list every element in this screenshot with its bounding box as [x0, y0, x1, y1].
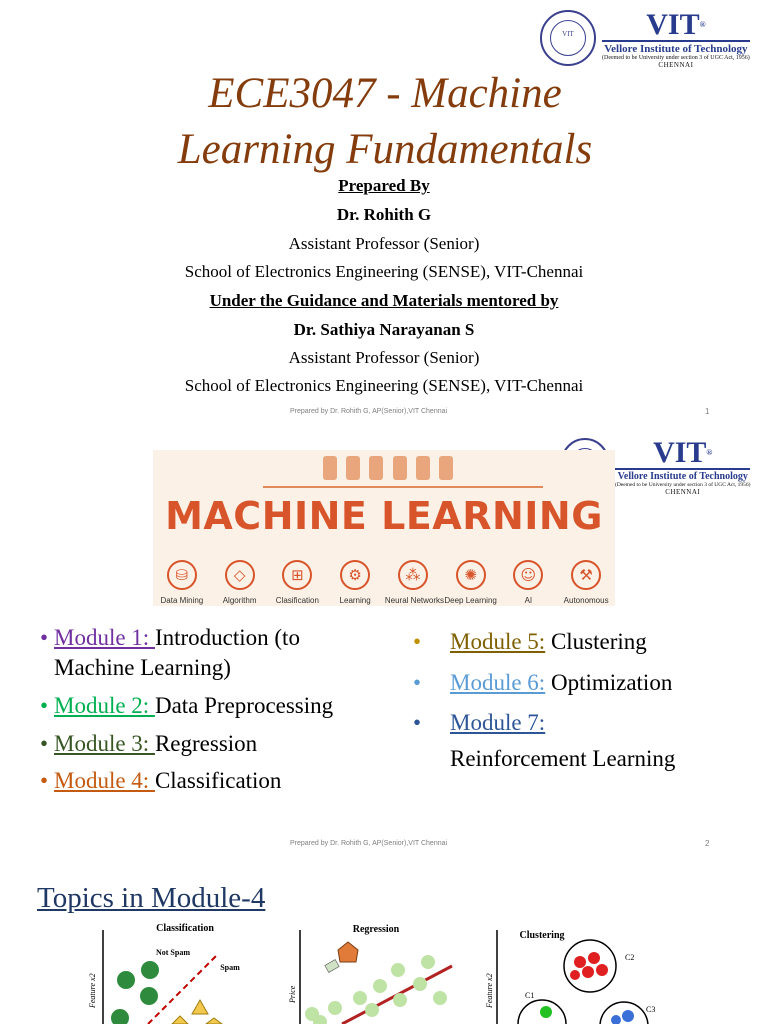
- registered-mark: ®: [706, 448, 713, 457]
- banner-rule: [263, 486, 543, 488]
- registered-mark: ®: [699, 20, 706, 29]
- cluster-point: [540, 1006, 552, 1018]
- robot-head-icon: ☺: [513, 560, 543, 590]
- head-gear-icon: ⚙: [340, 560, 370, 590]
- module-label: Module 4:: [54, 768, 155, 793]
- vit-logo: [540, 10, 750, 69]
- module-label: Module 5:: [450, 629, 546, 654]
- mail-icon: [111, 1009, 129, 1024]
- vit-subtitle: (Deemed to be University under section 3 of UGC Act, 1956): [602, 55, 750, 61]
- banner-item-ai: ☺ AI: [500, 560, 556, 605]
- page-number: 1: [705, 407, 710, 416]
- banner-item-deep-learning: ✺ Deep Learning: [443, 560, 499, 605]
- clustering-title: Clustering: [519, 930, 565, 941]
- hierarchy-icon: ⊞: [282, 560, 312, 590]
- mentor-name: Dr. Sathiya Narayanan S: [293, 320, 475, 339]
- cluster-point: [611, 1015, 621, 1024]
- banner-item-neural-networks: ⁂ Neural Networks: [385, 560, 441, 605]
- cluster-point: [596, 964, 608, 976]
- slide-3: [0, 858, 768, 1024]
- network-icon: ⁂: [398, 560, 428, 590]
- bullet: •: [413, 629, 422, 654]
- course-title-line-1: ECE3047 - Machine: [208, 70, 562, 117]
- module-3: [40, 730, 257, 758]
- module-text: Data Preprocessing: [154, 693, 334, 718]
- mentor-role: Assistant Professor (Senior): [288, 348, 480, 367]
- spam-warning-icon: [192, 1000, 208, 1014]
- data-point: [413, 977, 427, 991]
- flowchart-icon: ◇: [225, 560, 255, 590]
- vit-subtitle: (Deemed to be University under section 3 of UGC Act, 1956): [615, 482, 751, 488]
- module-text: Clustering: [545, 629, 647, 654]
- vit-name: Vellore Institute of Technology: [615, 468, 750, 482]
- classification-diagram: [88, 923, 240, 1024]
- cluster-point: [582, 966, 594, 978]
- module-2: [40, 692, 333, 720]
- y-axis-label: Feature x2: [485, 973, 494, 1008]
- data-point: [328, 1001, 342, 1015]
- vit-abbrev: VIT: [646, 8, 700, 41]
- data-point: [433, 991, 447, 1005]
- topics-title: Topics in Module-4: [37, 882, 266, 914]
- data-point: [365, 1003, 379, 1017]
- module-label: Module 2:: [54, 693, 155, 718]
- banner-title: MACHINE LEARNING: [165, 494, 603, 538]
- module-text: Introduction (to: [154, 625, 300, 650]
- course-title-line-2: Learning Fundamentals: [177, 126, 593, 173]
- module-1: [40, 624, 300, 652]
- data-point: [391, 963, 405, 977]
- not-spam-label: Not Spam: [155, 948, 191, 957]
- module-label: Module 1:: [54, 625, 155, 650]
- module-7-text: Reinforcement Learning: [450, 746, 676, 771]
- cluster-c2-boundary: [564, 940, 616, 992]
- slide-1: [0, 0, 768, 418]
- cluster-point: [588, 952, 600, 964]
- module-1-continuation: Machine Learning): [54, 655, 231, 680]
- banner-item-clasification: ⊞ Clasification: [269, 560, 325, 605]
- bullet: •: [413, 670, 422, 695]
- robot-arm-icon: ⚒: [571, 560, 601, 590]
- module-5: [413, 628, 647, 656]
- mail-icon: [140, 987, 158, 1005]
- banner-item-data-mining: ⛁ Data Mining: [154, 560, 210, 605]
- module-4: [40, 767, 281, 795]
- vit-city: CHENNAI: [665, 488, 701, 496]
- slide-footer: Prepared by Dr. Rohith G, AP(Senior),VIT Chennai: [290, 408, 448, 415]
- module-4-illustrations: [0, 858, 768, 1024]
- module-text: Regression: [154, 731, 258, 756]
- banner-icon-row: [153, 560, 615, 605]
- data-point: [353, 991, 367, 1005]
- mail-icon: [141, 961, 159, 979]
- spam-warning-icon: [172, 1016, 188, 1024]
- module-text: Optimization: [545, 670, 673, 695]
- machine-learning-banner: [153, 450, 615, 606]
- page-number: 2: [705, 839, 710, 848]
- mail-icon: [117, 971, 135, 989]
- author-school: School of Electronics Engineering (SENSE), VIT-Chennai: [184, 262, 584, 281]
- cluster-label-c2: C2: [625, 953, 635, 962]
- vit-abbrev: VIT: [653, 436, 707, 469]
- prepared-by-heading: Prepared By: [338, 176, 430, 195]
- mentor-school: School of Electronics Engineering (SENSE), VIT-Chennai: [184, 376, 584, 395]
- database-icon: ⛁: [167, 560, 197, 590]
- module-label: Module 7:: [450, 710, 546, 735]
- author-role: Assistant Professor (Senior): [288, 234, 480, 253]
- banner-item-algorithm: ◇ Algorithm: [212, 560, 268, 605]
- gear-robot-icons: [323, 456, 453, 486]
- cluster-point: [570, 970, 580, 980]
- regression-diagram: [288, 924, 452, 1024]
- banner-item-learning: ⚙ Learning: [327, 560, 383, 605]
- y-axis-label: Price: [288, 985, 297, 1003]
- bullet: •: [40, 768, 49, 793]
- data-point: [393, 993, 407, 1007]
- slide-2: [0, 418, 768, 858]
- bullet: •: [413, 710, 422, 735]
- house-icon: [338, 942, 358, 962]
- module-label: Module 3:: [54, 731, 155, 756]
- bullet: •: [40, 731, 49, 756]
- vit-name: Vellore Institute of Technology: [602, 40, 750, 55]
- clustering-diagram: [485, 930, 655, 1024]
- data-point: [421, 955, 435, 969]
- module-7: [413, 709, 545, 737]
- cluster-point: [622, 1010, 634, 1022]
- classification-title: Classification: [156, 923, 214, 934]
- y-axis-label: Feature x2: [88, 973, 97, 1008]
- cluster-point: [574, 956, 586, 968]
- module-text: Classification: [154, 768, 282, 793]
- cluster-label-c1: C1: [525, 991, 535, 1000]
- price-tag-icon: [325, 960, 339, 973]
- banner-item-autonomous: ⚒ Autonomous: [558, 560, 614, 605]
- slide-footer: Prepared by Dr. Rohith G, AP(Senior),VIT Chennai: [290, 840, 448, 847]
- spam-warning-icon: [206, 1018, 222, 1024]
- guidance-heading: Under the Guidance and Materials mentored by: [209, 291, 559, 310]
- module-6: [413, 669, 672, 697]
- vit-city: CHENNAI: [658, 61, 694, 69]
- author-name: Dr. Rohith G: [336, 205, 432, 224]
- bullet: •: [40, 693, 49, 718]
- cluster-label-c3: C3: [646, 1005, 656, 1014]
- brain-icon: ✺: [456, 560, 486, 590]
- spam-label: Spam: [220, 963, 240, 972]
- regression-title: Regression: [352, 924, 400, 935]
- module-label: Module 6:: [450, 670, 546, 695]
- data-point: [373, 979, 387, 993]
- vit-seal-icon: VIT: [540, 10, 596, 66]
- bullet: •: [40, 625, 49, 650]
